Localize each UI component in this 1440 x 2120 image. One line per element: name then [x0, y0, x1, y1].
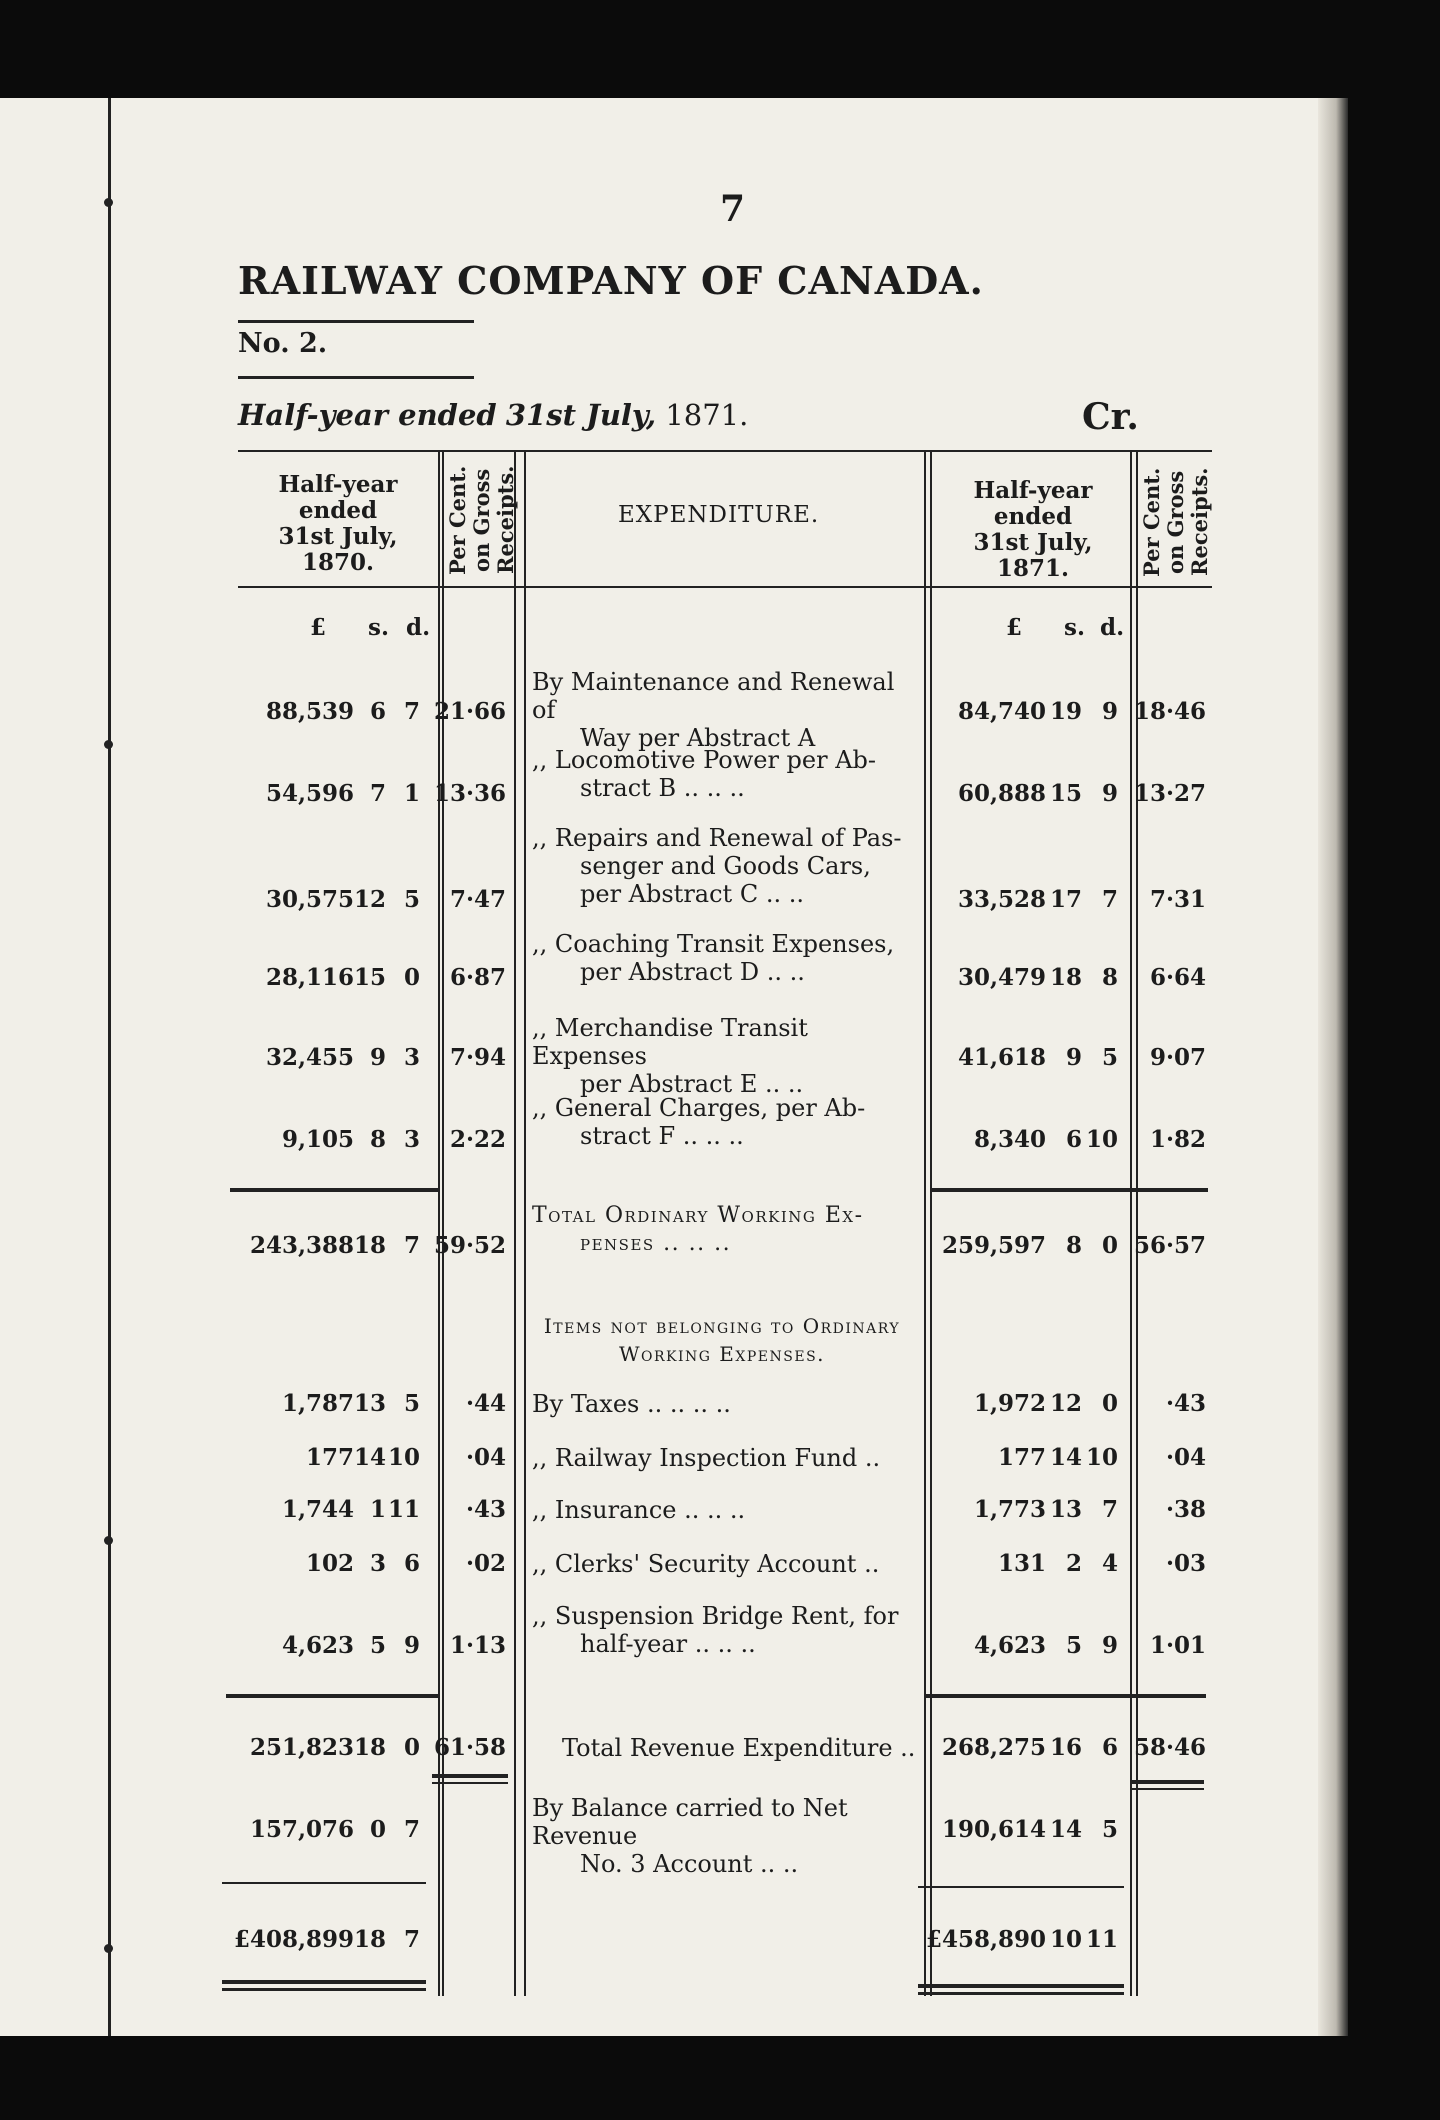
- total-ordinary-curr-shillings: 8: [1065, 1232, 1082, 1259]
- expenditure-row-description-line: ,, Merchandise Transit Expenses: [532, 1014, 808, 1070]
- statement-number: No. 2.: [238, 328, 328, 359]
- item-row-prev-shillings: 14: [353, 1444, 386, 1471]
- header-bottom-rule: [238, 586, 1212, 588]
- binding-hole: [104, 198, 113, 207]
- item-row-description: [532, 1602, 912, 1658]
- grand-total-rule: [918, 1886, 1124, 1888]
- expenditure-row-description: [532, 930, 912, 986]
- item-row-prev-percent: 1·13: [449, 1632, 506, 1659]
- items-heading-line: Working Expenses.: [618, 1342, 826, 1366]
- expenditure-row-curr-shillings: 17: [1049, 886, 1082, 913]
- total-revenue-prev-shillings: 18: [353, 1734, 386, 1761]
- grand-total-prev-pence: 7: [403, 1926, 420, 1953]
- grand-total-curr-pounds: £458,890: [925, 1926, 1046, 1953]
- balance-curr-pence: 5: [1101, 1816, 1118, 1843]
- item-row-curr-percent: ·04: [1165, 1444, 1206, 1471]
- page-title: RAILWAY COMPANY OF CANADA.: [238, 258, 984, 303]
- total-revenue-description: [562, 1734, 942, 1762]
- item-row-curr-percent: ·43: [1165, 1390, 1206, 1417]
- expenditure-row-curr-pence: 9: [1101, 780, 1118, 807]
- item-row-description-line: ,, Insurance .. .. ..: [532, 1496, 746, 1524]
- header-curr-line: Half-year ended: [973, 477, 1093, 530]
- grand-total-double-rule: [222, 1980, 426, 1984]
- expenditure-row-prev-pounds: 88,539: [265, 698, 354, 725]
- page-number: 7: [720, 188, 746, 230]
- total-revenue-curr-percent: 58·46: [1133, 1734, 1206, 1761]
- total-revenue-prev-pounds: 251,823: [249, 1734, 354, 1761]
- expenditure-row-prev-shillings: 8: [369, 1126, 386, 1153]
- title-rule: [238, 320, 474, 323]
- expenditure-row-description: [532, 746, 912, 802]
- item-row-prev-pounds: 102: [305, 1550, 354, 1577]
- expenditure-row-prev-shillings: 6: [369, 698, 386, 725]
- expenditure-row-prev-shillings: 9: [369, 1044, 386, 1071]
- total-rule: [926, 1694, 1206, 1698]
- item-row-prev-pence: 11: [387, 1496, 420, 1523]
- expenditure-row-description: [532, 668, 912, 752]
- item-row-description-line: ,, Suspension Bridge Rent, for: [532, 1602, 899, 1630]
- item-row-curr-pence: 9: [1101, 1632, 1118, 1659]
- period-date: 31st July,: [505, 398, 657, 432]
- expenditure-row-description-line: Way per Abstract A: [580, 724, 816, 752]
- header-curr-line: 31st July,: [973, 529, 1093, 556]
- number-rule: [238, 376, 474, 379]
- expenditure-row-curr-pence: 8: [1101, 964, 1118, 991]
- item-row-curr-pounds: 4,623: [973, 1632, 1046, 1659]
- item-row-curr-pence: 4: [1101, 1550, 1118, 1577]
- item-row-curr-pounds: 131: [997, 1550, 1046, 1577]
- column-divider: [1130, 452, 1132, 1996]
- expenditure-row-prev-pence: 0: [403, 964, 420, 991]
- header-pct-line: Receipts.: [1187, 467, 1212, 577]
- expenditure-row-prev-pounds: 32,455: [265, 1044, 354, 1071]
- expenditure-row-description-line: By Maintenance and Renewal of: [532, 668, 895, 724]
- expenditure-row-description-line: per Abstract C .. ..: [580, 880, 804, 908]
- total-ordinary-prev-pence: 7: [403, 1232, 420, 1259]
- expenditure-row-curr-percent: 13·27: [1133, 780, 1206, 807]
- expenditure-row-prev-shillings: 12: [353, 886, 386, 913]
- balance-description: [532, 1794, 912, 1878]
- header-curr-period: [936, 478, 1130, 582]
- item-row-prev-percent: ·44: [465, 1390, 506, 1417]
- item-row-curr-percent: ·03: [1165, 1550, 1206, 1577]
- expenditure-row-curr-shillings: 6: [1065, 1126, 1082, 1153]
- item-row-prev-pounds: 1,744: [281, 1496, 354, 1523]
- expenditure-row-description-line: per Abstract E .. ..: [580, 1070, 804, 1098]
- pct-double-rule: [1130, 1788, 1204, 1790]
- item-row-curr-percent: ·38: [1165, 1496, 1206, 1523]
- header-prev-period: [238, 472, 438, 576]
- pence-symbol: d.: [1100, 614, 1125, 641]
- header-expenditure: EXPENDITURE.: [618, 502, 820, 528]
- total-revenue-curr-pounds: 268,275: [941, 1734, 1046, 1761]
- items-heading: [528, 1312, 916, 1368]
- item-row-description-line: ,, Railway Inspection Fund ..: [532, 1444, 881, 1472]
- binding-line: [108, 98, 111, 2036]
- item-row-prev-shillings: 3: [369, 1550, 386, 1577]
- balance-curr-shillings: 14: [1049, 1816, 1082, 1843]
- expenditure-row-prev-percent: 6·87: [449, 964, 506, 991]
- expenditure-row-prev-percent: 21·66: [433, 698, 506, 725]
- item-row-prev-pence: 10: [387, 1444, 420, 1471]
- pct-double-rule: [1130, 1780, 1204, 1784]
- item-row-curr-pence: 0: [1101, 1390, 1118, 1417]
- expenditure-row-description: [532, 1094, 912, 1150]
- total-ordinary-prev-pounds: 243,388: [249, 1232, 354, 1259]
- item-row-description: [532, 1390, 912, 1418]
- pounds-symbol: £: [1006, 614, 1023, 641]
- expenditure-row-description-line: stract F .. .. ..: [580, 1122, 744, 1150]
- expenditure-row-curr-pence: 9: [1101, 698, 1118, 725]
- column-divider: [442, 452, 444, 1996]
- expenditure-row-curr-percent: 7·31: [1149, 886, 1206, 913]
- item-row-prev-percent: ·04: [465, 1444, 506, 1471]
- binding-hole: [104, 740, 113, 749]
- total-ordinary-description-line: penses .. .. ..: [580, 1231, 732, 1256]
- item-row-curr-pence: 7: [1101, 1496, 1118, 1523]
- expenditure-row-prev-pounds: 54,596: [265, 780, 354, 807]
- item-row-curr-pounds: 1,972: [973, 1390, 1046, 1417]
- balance-description-line: By Balance carried to Net Revenue: [532, 1794, 848, 1850]
- total-revenue-prev-percent: 61·58: [433, 1734, 506, 1761]
- expenditure-row-prev-shillings: 7: [369, 780, 386, 807]
- expenditure-row-curr-shillings: 9: [1065, 1044, 1082, 1071]
- expenditure-row-curr-pence: 5: [1101, 1044, 1118, 1071]
- grand-total-double-rule: [918, 1984, 1124, 1988]
- expenditure-row-curr-shillings: 18: [1049, 964, 1082, 991]
- expenditure-row-curr-pounds: 30,479: [957, 964, 1046, 991]
- column-divider: [1136, 452, 1138, 1996]
- shillings-symbol: s.: [1064, 614, 1085, 641]
- item-row-curr-shillings: 5: [1065, 1632, 1082, 1659]
- pct-double-rule: [432, 1782, 508, 1784]
- item-row-curr-shillings: 2: [1065, 1550, 1082, 1577]
- grand-total-rule: [222, 1882, 426, 1884]
- expenditure-row-curr-shillings: 15: [1049, 780, 1082, 807]
- column-divider: [438, 452, 440, 1996]
- expenditure-row-description-line: ,, Coaching Transit Expenses,: [532, 930, 895, 958]
- item-row-prev-pounds: 1,787: [281, 1390, 354, 1417]
- grand-total-prev-shillings: 18: [353, 1926, 386, 1953]
- total-ordinary-prev-shillings: 18: [353, 1232, 386, 1259]
- period-italic: Half-year ended: [238, 398, 497, 432]
- item-row-prev-shillings: 5: [369, 1632, 386, 1659]
- items-heading-line: Items not belonging to Ordinary: [543, 1314, 901, 1338]
- grand-total-prev-pounds: £408,899: [233, 1926, 354, 1953]
- item-row-description-line: half-year .. .. ..: [580, 1630, 756, 1658]
- header-prev-line: 1870.: [301, 549, 375, 576]
- header-curr-line: 1871.: [996, 555, 1070, 582]
- total-ordinary-curr-percent: 56·57: [1133, 1232, 1206, 1259]
- item-row-prev-pounds: 177: [305, 1444, 354, 1471]
- total-ordinary-prev-percent: 59·52: [433, 1232, 506, 1259]
- total-revenue-prev-pence: 0: [403, 1734, 420, 1761]
- expenditure-row-prev-pounds: 30,575: [265, 886, 354, 913]
- expenditure-row-curr-pounds: 8,340: [973, 1126, 1046, 1153]
- item-row-prev-shillings: 13: [353, 1390, 386, 1417]
- expenditure-row-curr-pounds: 41,618: [957, 1044, 1046, 1071]
- expenditure-row-prev-pence: 7: [403, 698, 420, 725]
- page-edge: [1318, 98, 1348, 2036]
- column-divider: [924, 452, 926, 1996]
- expenditure-row-description-line: ,, Repairs and Renewal of Pas-: [532, 824, 902, 852]
- item-row-description: [532, 1444, 912, 1472]
- item-row-curr-pence: 10: [1085, 1444, 1118, 1471]
- header-prev-percent: [446, 462, 518, 578]
- total-revenue-curr-pence: 6: [1101, 1734, 1118, 1761]
- expenditure-row-description: [532, 1014, 912, 1098]
- expenditure-row-description-line: stract B .. .. ..: [580, 774, 745, 802]
- total-revenue-curr-shillings: 16: [1049, 1734, 1082, 1761]
- binding-hole: [104, 1536, 113, 1545]
- balance-prev-shillings: 0: [369, 1816, 386, 1843]
- total-ordinary-curr-pence: 0: [1101, 1232, 1118, 1259]
- subtotal-rule: [230, 1188, 438, 1192]
- expenditure-row-prev-percent: 7·47: [449, 886, 506, 913]
- item-row-prev-pounds: 4,623: [281, 1632, 354, 1659]
- item-row-description: [532, 1550, 912, 1578]
- expenditure-row-curr-pence: 10: [1085, 1126, 1118, 1153]
- pct-double-rule: [432, 1774, 508, 1778]
- grand-total-double-rule: [918, 1992, 1124, 1995]
- header-pct-line: Per Cent.: [445, 465, 470, 575]
- expenditure-row-description-line: senger and Goods Cars,: [580, 852, 871, 880]
- expenditure-row-curr-percent: 6·64: [1149, 964, 1206, 991]
- item-row-prev-pence: 5: [403, 1390, 420, 1417]
- header-top-rule: [238, 450, 1212, 452]
- expenditure-row-prev-percent: 7·94: [449, 1044, 506, 1071]
- total-revenue-description-line: Total Revenue Expenditure ..: [562, 1734, 916, 1762]
- item-row-description: [532, 1496, 912, 1524]
- item-row-description-line: ,, Clerks' Security Account ..: [532, 1550, 880, 1578]
- item-row-curr-pounds: 177: [997, 1444, 1046, 1471]
- credit-side-label: Cr.: [1082, 396, 1139, 438]
- header-pct-line: on Gross: [1163, 470, 1188, 574]
- expenditure-row-curr-pounds: 60,888: [957, 780, 1046, 807]
- period-heading: [238, 398, 748, 432]
- item-row-prev-percent: ·02: [465, 1550, 506, 1577]
- expenditure-row-prev-pounds: 28,116: [265, 964, 354, 991]
- header-prev-line: Half-year ended: [278, 471, 398, 524]
- expenditure-row-curr-pounds: 84,740: [957, 698, 1046, 725]
- header-curr-percent: [1140, 462, 1212, 582]
- pounds-symbol: £: [310, 614, 327, 641]
- grand-total-curr-pence: 11: [1085, 1926, 1118, 1953]
- period-year: 1871.: [665, 398, 749, 432]
- grand-total-double-rule: [222, 1988, 426, 1991]
- balance-prev-pence: 7: [403, 1816, 420, 1843]
- expenditure-row-prev-percent: 2·22: [449, 1126, 506, 1153]
- subtotal-rule: [930, 1188, 1208, 1192]
- expenditure-row-curr-shillings: 19: [1049, 698, 1082, 725]
- column-divider: [930, 452, 932, 1996]
- expenditure-row-prev-pounds: 9,105: [281, 1126, 354, 1153]
- item-row-prev-shillings: 1: [369, 1496, 386, 1523]
- header-pct-line: Receipts.: [493, 465, 518, 575]
- item-row-prev-pence: 6: [403, 1550, 420, 1577]
- column-divider: [524, 452, 526, 1996]
- expenditure-row-curr-percent: 18·46: [1133, 698, 1206, 725]
- expenditure-row-description-line: ,, Locomotive Power per Ab-: [532, 746, 877, 774]
- expenditure-row-prev-pence: 1: [403, 780, 420, 807]
- shillings-symbol: s.: [368, 614, 389, 641]
- expenditure-row-prev-pence: 3: [403, 1044, 420, 1071]
- item-row-description-line: By Taxes .. .. .. ..: [532, 1390, 731, 1418]
- total-ordinary-description-line: Total Ordinary Working Ex-: [532, 1203, 864, 1228]
- item-row-curr-pounds: 1,773: [973, 1496, 1046, 1523]
- item-row-curr-shillings: 13: [1049, 1496, 1082, 1523]
- expenditure-row-description-line: per Abstract D .. ..: [580, 958, 805, 986]
- expenditure-row-description-line: ,, General Charges, per Ab-: [532, 1094, 866, 1122]
- expenditure-row-description: [532, 824, 912, 908]
- expenditure-row-curr-percent: 9·07: [1149, 1044, 1206, 1071]
- expenditure-row-curr-percent: 1·82: [1149, 1126, 1206, 1153]
- expenditure-row-curr-pounds: 33,528: [957, 886, 1046, 913]
- expenditure-row-prev-pence: 5: [403, 886, 420, 913]
- total-rule: [226, 1694, 438, 1698]
- expenditure-row-prev-percent: 13·36: [433, 780, 506, 807]
- column-divider: [514, 452, 516, 1996]
- balance-curr-pounds: 190,614: [941, 1816, 1046, 1843]
- header-pct-line: Per Cent.: [1139, 467, 1164, 577]
- header-prev-line: 31st July,: [278, 523, 398, 550]
- item-row-curr-percent: 1·01: [1149, 1632, 1206, 1659]
- pence-symbol: d.: [406, 614, 431, 641]
- expenditure-row-prev-shillings: 15: [353, 964, 386, 991]
- balance-description-line: No. 3 Account .. ..: [580, 1850, 799, 1878]
- total-ordinary-description: [532, 1202, 912, 1258]
- grand-total-curr-shillings: 10: [1049, 1926, 1082, 1953]
- balance-prev-pounds: 157,076: [249, 1816, 354, 1843]
- item-row-curr-shillings: 12: [1049, 1390, 1082, 1417]
- expenditure-row-curr-pence: 7: [1101, 886, 1118, 913]
- header-pct-line: on Gross: [469, 468, 494, 572]
- expenditure-row-prev-pence: 3: [403, 1126, 420, 1153]
- total-ordinary-curr-pounds: 259,597: [941, 1232, 1046, 1259]
- binding-hole: [104, 1944, 113, 1953]
- item-row-curr-shillings: 14: [1049, 1444, 1082, 1471]
- item-row-prev-percent: ·43: [465, 1496, 506, 1523]
- item-row-prev-pence: 9: [403, 1632, 420, 1659]
